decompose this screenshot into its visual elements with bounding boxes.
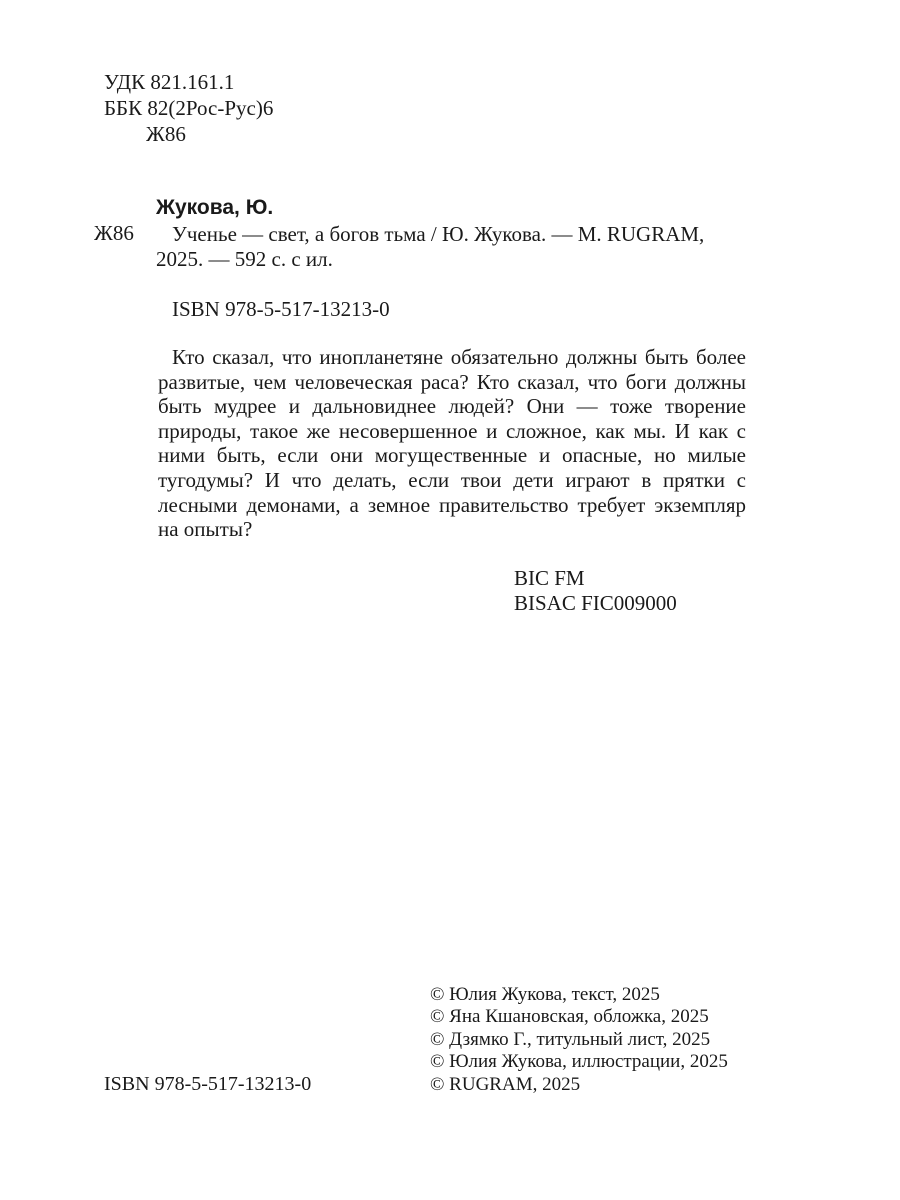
copyright-line: © Дзямко Г., титульный лист, 2025: [430, 1028, 711, 1050]
bibliographic-description-line-1: Ученье — свет, а богов тьма / Ю. Жукова. — М. RUGRAM,: [172, 222, 705, 246]
author-sign: Ж86: [146, 122, 186, 146]
copyright-line: © RUGRAM, 2025: [430, 1073, 581, 1095]
isbn-record: ISBN 978-5-517-13213-0: [172, 297, 390, 321]
copyright-line: © Юлия Жукова, текст, 2025: [430, 984, 660, 1005]
footer-isbn: ISBN 978-5-517-13213-0: [104, 1073, 312, 1095]
bibliographic-description-line-2: 2025. — 592 с. с ил.: [156, 247, 333, 271]
udk-code: УДК 821.161.1: [104, 70, 235, 94]
annotation-paragraph: Кто сказал, что инопланетяне обязательно должны быть более развитые, чем человеческая раса? Кто сказал, что боги должны быть мудрее и дальновиднее людей? Они — тоже творение природы, такое же несовершенное и сложное, как мы. И как с ними быть, если они могущественные и опасные, но милые тугодумы? И что делать, если твои дети играют в прятки с лесными демонами, а земное правительство требует экземпляр на опыты?: [158, 345, 746, 542]
bic-code: BIC FM: [514, 566, 585, 590]
margin-author-sign: Ж86: [94, 221, 134, 245]
copyright-line: © Яна Кшановская, обложка, 2025: [430, 1006, 709, 1028]
author-heading: Жукова, Ю.: [156, 196, 274, 219]
bisac-code: BISAC FIC009000: [514, 591, 677, 615]
copyright-line: © Юлия Жукова, иллюстрации, 2025: [430, 1051, 728, 1073]
bbk-code: ББК 82(2Рос-Рус)6: [104, 96, 274, 120]
copyright-list: [430, 984, 728, 1096]
